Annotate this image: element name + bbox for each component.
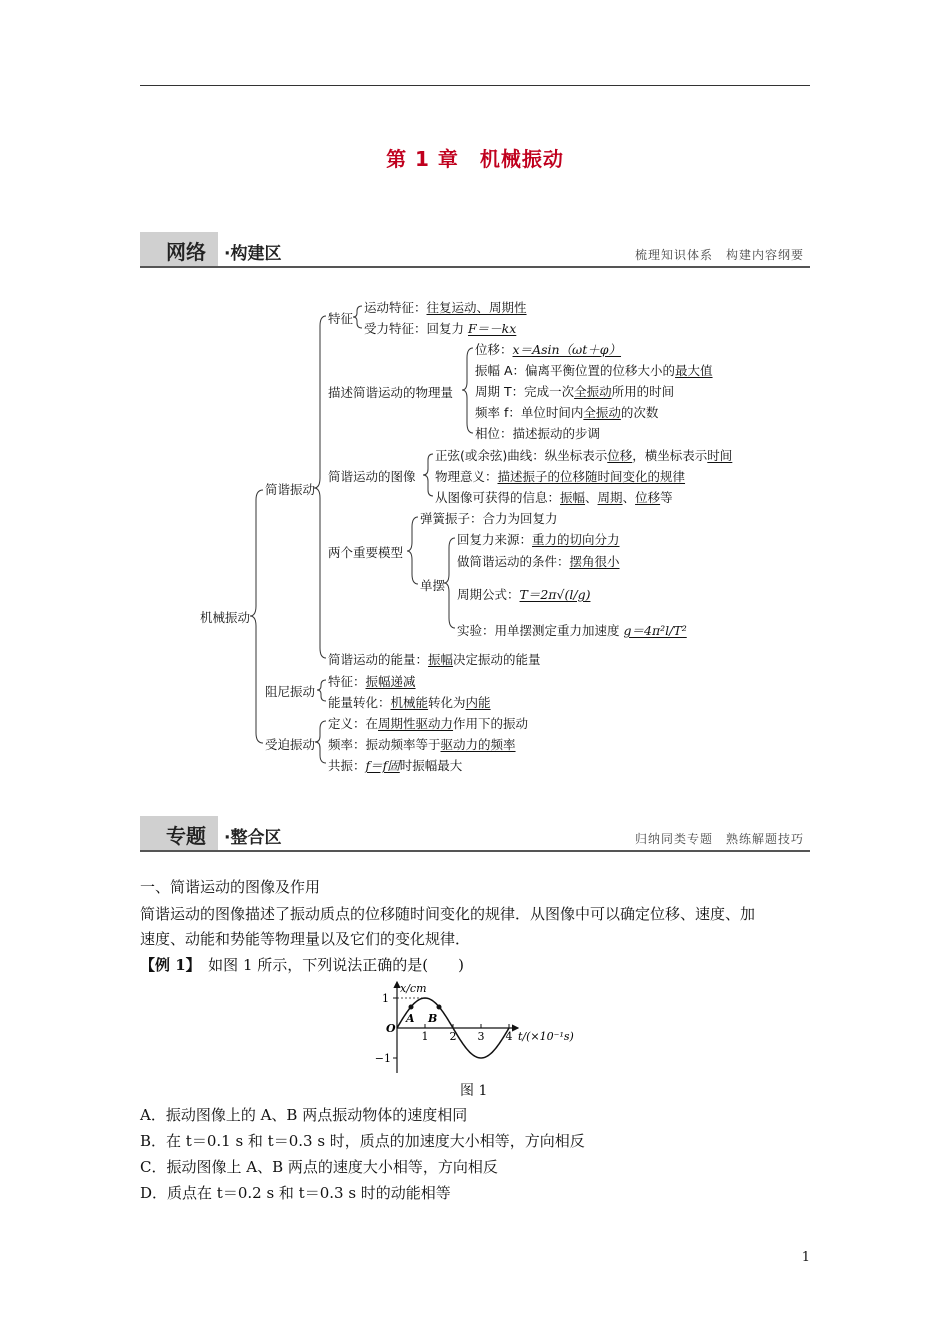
banner-title: 专题 — [166, 824, 206, 848]
mindmap-energy: 简谐运动的能量：振幅决定振动的能量 — [328, 652, 541, 667]
banner-subtitle: ·构建区 — [224, 244, 282, 264]
mindmap-features: 特征 — [328, 311, 354, 326]
section-heading: 一、简谐运动的图像及作用 — [140, 878, 321, 896]
banner-tagline: 归纳同类专题 熟练解题技巧 — [634, 832, 804, 846]
option-d: D．质点在 t＝0.2 s 和 t＝0.3 s 时的动能相等 — [140, 1184, 451, 1202]
banner-subtitle: ·整合区 — [224, 828, 282, 848]
figure-caption: 图 1 — [460, 1083, 488, 1099]
chapter-title: 第 1 章 机械振动 — [386, 147, 564, 171]
paragraph-line-2: 速度、动能和势能等物理量以及它们的变化规律． — [140, 930, 471, 948]
mindmap-shm: 简谐振动 — [265, 482, 316, 497]
section-banner-topics — [140, 816, 810, 852]
x-tick-label-2: 2 — [449, 1030, 457, 1043]
mindmap-damped-energy: 能量转化：机械能转化为内能 — [328, 695, 491, 710]
mindmap-pend-condition: 做简谐运动的条件：摆角很小 — [457, 554, 620, 569]
y-tick-label-1: 1 — [382, 992, 389, 1005]
point-b-marker — [437, 1005, 442, 1010]
page-number: 1 — [801, 1250, 810, 1265]
mindmap-period: 周期 T：完成一次全振动所用的时间 — [475, 384, 675, 399]
mindmap-frequency: 频率 f：单位时间内全振动的次数 — [475, 405, 659, 420]
mindmap-models: 两个重要模型 — [328, 545, 404, 560]
mindmap-pend-force: 回复力来源：重力的切向分力 — [457, 532, 620, 547]
example-text: 如图 1 所示，下列说法正确的是( ) — [193, 956, 464, 974]
example-label: 【例 1】 — [140, 956, 194, 974]
y-tick-label-minus1: −1 — [374, 1052, 391, 1065]
mindmap-image: 简谐运动的图像 — [328, 469, 416, 484]
mindmap-spring: 弹簧振子：合力为回复力 — [420, 511, 558, 526]
point-b-label: B — [428, 1012, 438, 1025]
mindmap-forced-resonance: 共振：f＝f固时振幅最大 — [328, 758, 463, 773]
mindmap-damped: 阻尼振动 — [265, 684, 316, 699]
mindmap-quantities: 描述简谐运动的物理量 — [328, 385, 454, 400]
point-a-marker — [409, 1005, 414, 1010]
y-axis-label: x/cm — [400, 982, 427, 995]
mindmap-image-meaning: 物理意义：描述振子的位移随时间变化的规律 — [435, 469, 686, 484]
x-tick-label-1: 1 — [421, 1030, 429, 1043]
mindmap-force-feature: 受力特征：回复力 F＝－kx — [364, 321, 517, 336]
mindmap-pend-period: 周期公式：T＝2π√(l/g) — [457, 587, 591, 602]
mindmap-damped-feature: 特征：振幅递减 — [328, 674, 416, 689]
mindmap-pend-experiment: 实验：用单摆测定重力加速度 g＝4π²l/T² — [457, 623, 687, 638]
mindmap-forced-frequency: 频率：振动频率等于驱动力的频率 — [328, 737, 516, 752]
mindmap-root: 机械振动 — [200, 610, 251, 625]
mindmap-forced: 受迫振动 — [265, 737, 316, 752]
mindmap-forced-definition: 定义：在周期性驱动力作用下的振动 — [328, 716, 529, 731]
option-a: A．振动图像上的 A、B 两点振动物体的速度相同 — [140, 1106, 468, 1124]
mindmap-motion-feature: 运动特征：往复运动、周期性 — [364, 300, 527, 315]
mindmap-image-curve: 正弦(或余弦)曲线：纵坐标表示位移，横坐标表示时间 — [435, 448, 733, 463]
x-tick-label-4: 4 — [505, 1030, 513, 1043]
example-question — [140, 954, 464, 975]
mindmap-displacement: 位移：x＝Asin（ωt＋φ） — [475, 342, 622, 357]
mindmap-amplitude: 振幅 A：偏离平衡位置的位移大小的最大值 — [475, 363, 713, 378]
option-c: C．振动图像上 A、B 两点的速度大小相等，方向相反 — [140, 1158, 498, 1176]
paragraph-line-1: 简谐运动的图像描述了振动质点的位移随时间变化的规律．从图像中可以确定位移、速度、加 — [140, 905, 756, 923]
figure-1-graph — [360, 978, 580, 1078]
banner-tagline: 梳理知识体系 构建内容纲要 — [634, 248, 804, 262]
banner-title: 网络 — [166, 240, 206, 264]
mindmap-pendulum: 单摆 — [420, 578, 446, 593]
mindmap-phase: 相位：描述振动的步调 — [475, 426, 601, 441]
origin-label: O — [386, 1022, 396, 1035]
mindmap-image-info: 从图像可获得的信息：振幅、周期、位移等 — [435, 490, 673, 505]
option-b: B．在 t＝0.1 s 和 t＝0.3 s 时，质点的加速度大小相等，方向相反 — [140, 1132, 585, 1150]
point-a-label: A — [406, 1012, 415, 1025]
x-axis-label: t/(×10⁻¹s) — [518, 1030, 574, 1043]
x-tick-label-3: 3 — [477, 1030, 485, 1043]
